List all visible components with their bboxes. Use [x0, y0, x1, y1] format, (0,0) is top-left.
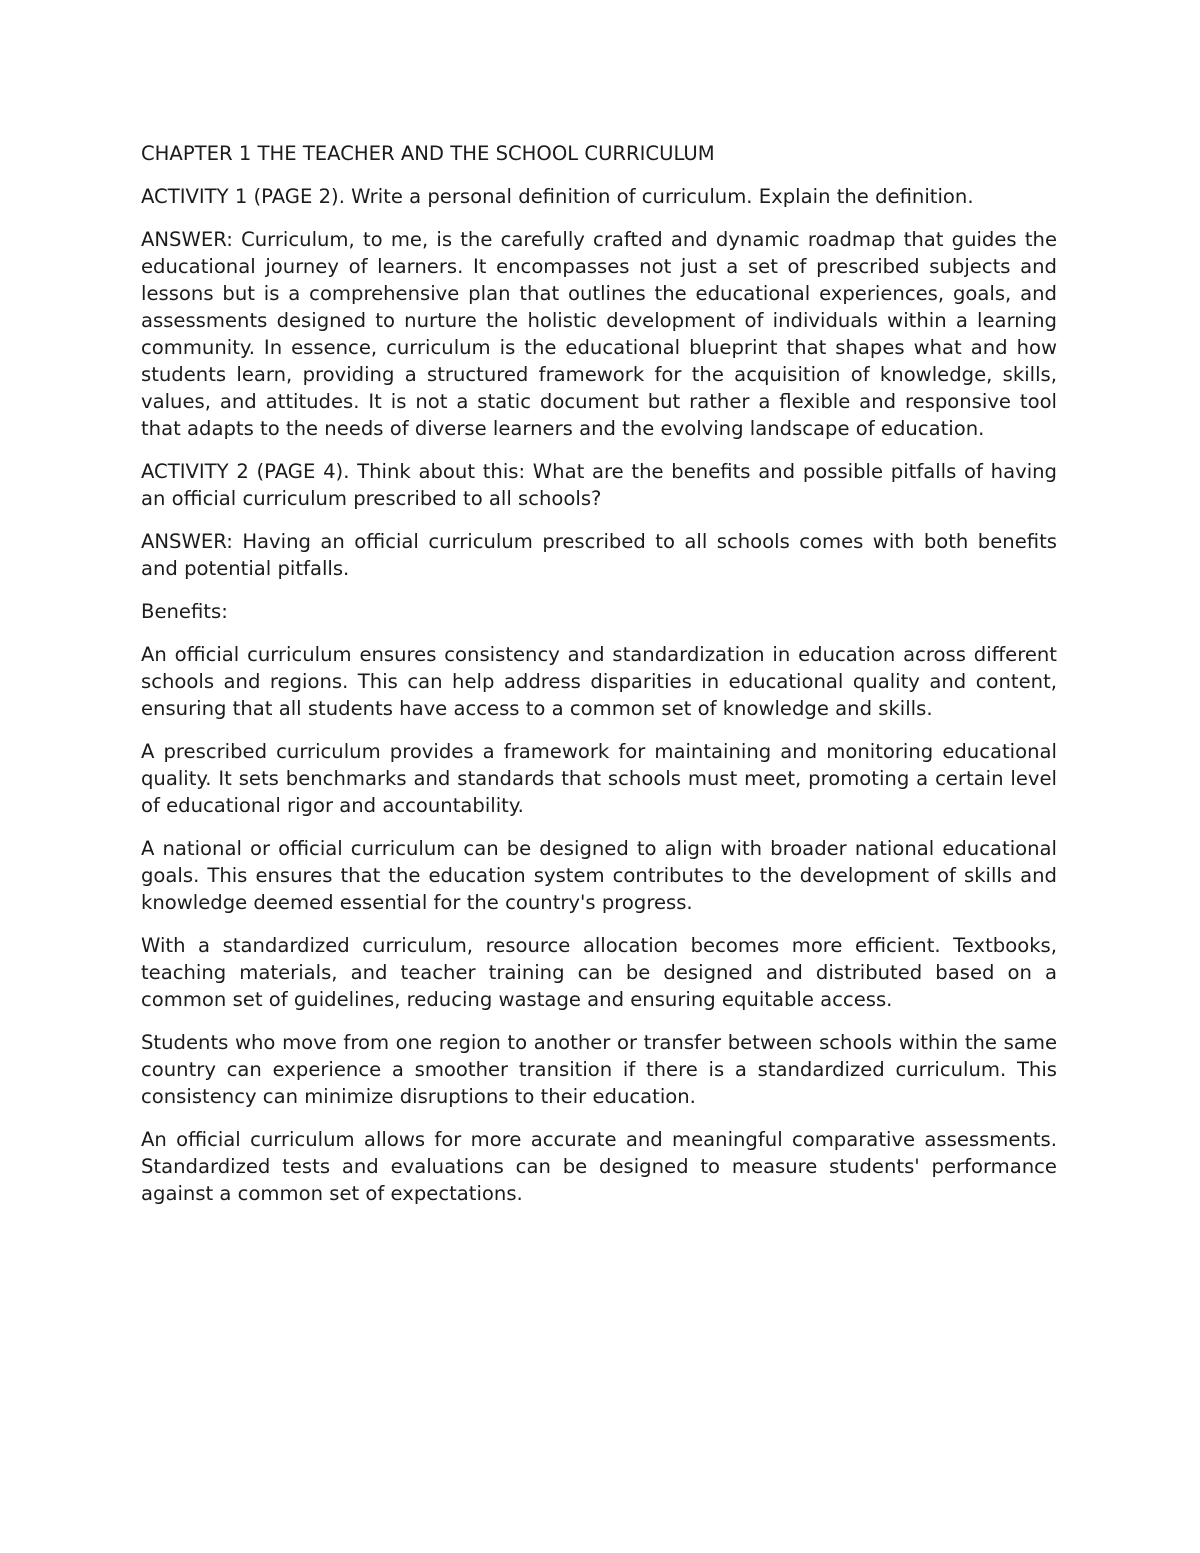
benefit-paragraph: Students who move from one region to another or transfer between schools within the same country can experience a smoother transition if there is a standardized curriculum. This consistency can minimize disruptions to their education.: [141, 1031, 1057, 1108]
chapter-title: CHAPTER 1 THE TEACHER AND THE SCHOOL CURRICULUM: [141, 142, 715, 165]
activity-1-question: ACTIVITY 1 (PAGE 2). Write a personal definition of curriculum. Explain the definition.: [141, 185, 974, 208]
activity-1-answer: ANSWER: Curriculum, to me, is the carefully crafted and dynamic roadmap that guides the educational journey of learners. It encompasses not just a set of prescribed subjects and lessons but is a comprehensive plan that outlines the educational experiences, goals, and assessments designed to nurture the holistic development of individuals within a learning community. In essence, curriculum is the educational blueprint that shapes what and how students learn, providing a structured framework for the acquisition of knowledge, skills, values, and attitudes. It is not a static document but rather a flexible and responsive tool that adapts to the needs of diverse learners and the evolving landscape of education.: [141, 228, 1057, 440]
benefits-heading: Benefits:: [141, 600, 228, 623]
benefit-paragraph: An official curriculum ensures consistency and standardization in education across different schools and regions. This can help address disparities in educational quality and content, ensuring that all students have access to a common set of knowledge and skills.: [141, 643, 1057, 720]
activity-2-answer: ANSWER: Having an official curriculum prescribed to all schools comes with both benefits and potential pitfalls.: [141, 530, 1057, 580]
document-body: [141, 140, 1057, 1223]
benefit-paragraph: An official curriculum allows for more accurate and meaningful comparative assessments. Standardized tests and evaluations can be designed to measure students' performance against a common set of expectations.: [141, 1128, 1057, 1205]
benefit-paragraph: A prescribed curriculum provides a framework for maintaining and monitoring educational quality. It sets benchmarks and standards that schools must meet, promoting a certain level of educational rigor and accountability.: [141, 740, 1057, 817]
activity-2-question: ACTIVITY 2 (PAGE 4). Think about this: What are the benefits and possible pitfalls of having an official curriculum prescribed to all schools?: [141, 460, 1057, 510]
benefit-paragraph: With a standardized curriculum, resource allocation becomes more efficient. Textbooks, teaching materials, and teacher training can be designed and distributed based on a common set of guidelines, reducing wastage and ensuring equitable access.: [141, 934, 1057, 1011]
benefit-paragraph: A national or official curriculum can be designed to align with broader national educational goals. This ensures that the education system contributes to the development of skills and knowledge deemed essential for the country's progress.: [141, 837, 1057, 914]
